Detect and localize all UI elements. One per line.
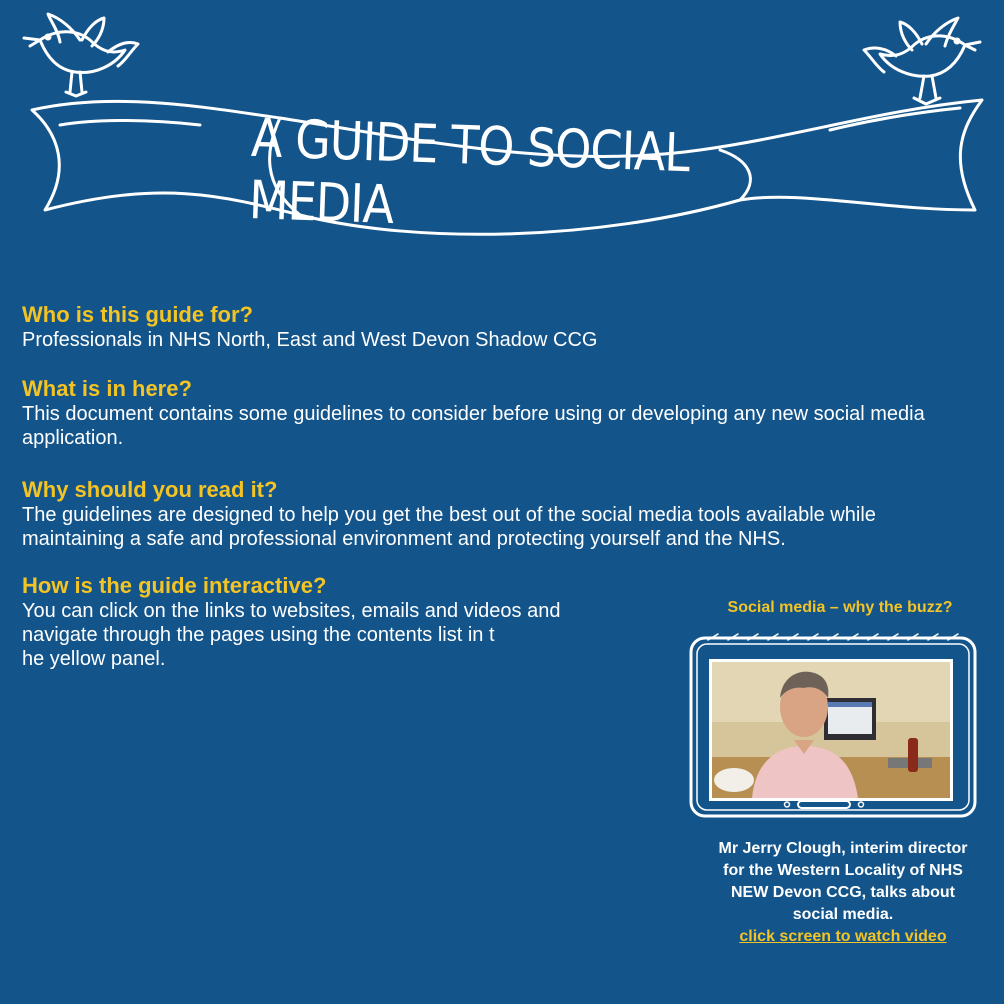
caption-line: NEW Devon CCG, talks about [730,884,956,901]
section-body-line: You can click on the links to websites, emails and videos and [22,600,561,622]
section-how [22,573,652,671]
caption-line: Mr Jerry Clough, interim director [718,840,968,857]
section-body: Professionals in NHS North, East and West Devon Shadow CCG [22,329,598,351]
section-heading: What is in here? [22,376,192,401]
section-heading: Why should you read it? [22,477,278,502]
section-why [22,477,982,551]
section-heading: How is the guide interactive? [22,573,327,598]
section-body [22,599,652,671]
video-player[interactable] [688,632,978,820]
section-body: This document contains some guidelines to consider before using or developing any new social media application. [22,403,925,449]
video-caption [690,838,996,948]
section-body: The guidelines are designed to help you get the best out of the social media tools available while maintaining a safe and professional environment and protecting yourself and the NHS. [22,504,876,550]
section-body-line: he yellow panel. [22,648,166,670]
section-what [22,376,972,450]
caption-line: social media. [792,906,894,923]
video-thumbnail[interactable] [709,659,953,801]
speaker-thumbnail-image [712,662,950,798]
section-heading: Who is this guide for? [22,302,253,327]
video-heading: Social media – why the buzz? [727,599,953,616]
page-title: A GUIDE TO SOCIAL MEDIA [247,106,691,236]
watch-video-link[interactable]: click screen to watch video [739,928,947,945]
section-who [22,302,972,352]
caption-line: for the Western Locality of NHS [723,862,963,879]
section-body-line: navigate through the pages using the contents list in t [22,624,495,646]
title-banner [0,0,1004,260]
